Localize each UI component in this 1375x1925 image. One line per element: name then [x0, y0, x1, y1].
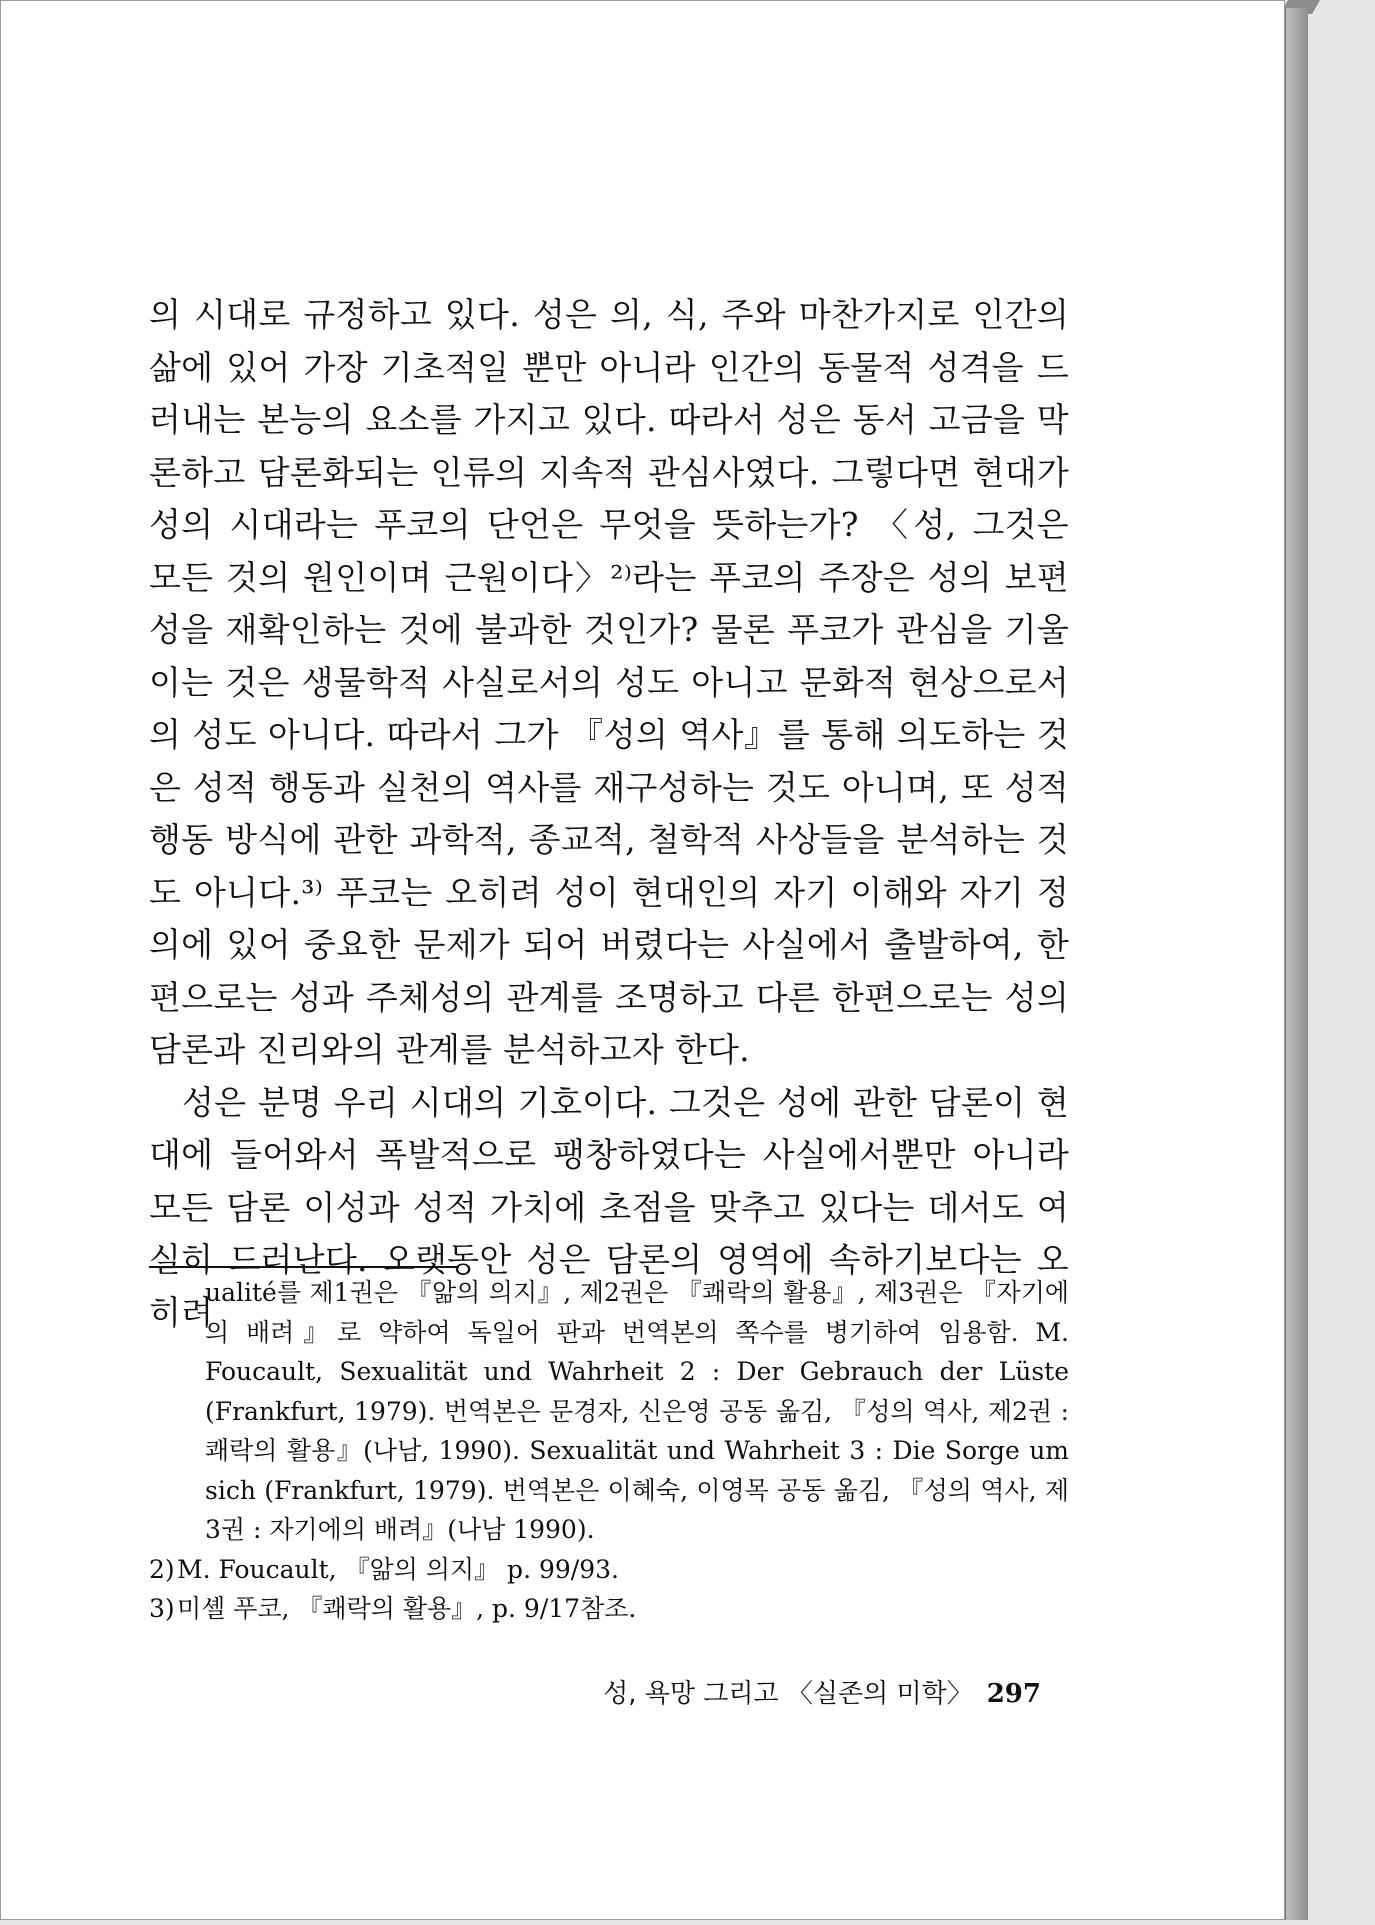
footnote-text: M. Foucault, 『앎의 의지』 p. 99/93.: [177, 1554, 619, 1584]
footnote-2: [149, 1550, 1069, 1590]
footnote-separator: [149, 1266, 459, 1268]
footnote-number: 3): [149, 1594, 175, 1623]
footnote-number: 2): [149, 1554, 175, 1584]
footnote-1-continuation: ualité를 제1권은 『앎의 의지』, 제2권은 『쾌락의 활용』, 제3권은 『자기에의 배려』로 약하여 독일어 판과 번역본의 쪽수를 병기하여 임용함. M. Foucault, Sexualität und Wahrheit 2 : Der Gebrauch der Lüste (Frankfurt, 1979). 번역본은 문경자, 신은영 공동 옮김, 『성의 역사, 제2권 : 쾌락의 활용』(나남, 1990). Sexualität und Wahrheit 3 : Die Sorge um sich (Frankfurt, 1979). 번역본은 이혜숙, 이영목 공동 옮김, 『성의 역사, 제3권 : 자기에의 배려』(나남 1990).: [205, 1278, 1069, 1544]
running-footer: [591, 1673, 1041, 1710]
paragraph-1: 의 시대로 규정하고 있다. 성은 의, 식, 주와 마찬가지로 인간의 삶에 있어 가장 기초적일 뿐만 아니라 인간의 동물적 성격을 드러내는 본능의 요소를 가지고 있다. 따라서 성은 동서 고금을 막론하고 담론화되는 인류의 지속적 관심사였다. 그렇다면 현대가 성의 시대라는 푸코의 단언은 무엇을 뜻하는가? 〈성, 그것은 모든 것의 원인이며 근원이다〉²⁾라는 푸코의 주장은 성의 보편성을 재확인하는 것에 불과한 것인가? 물론 푸코가 관심을 기울이는 것은 생물학적 사실로서의 성도 아니고 문화적 현상으로서의 성도 아니다. 따라서 그가 『성의 역사』를 통해 의도하는 것은 성적 행동과 실천의 역사를 재구성하는 것도 아니며, 또 성적 행동 방식에 관한 과학적, 종교적, 철학적 사상들을 분석하는 것도 아니다.³⁾ 푸코는 오히려 성이 현대인의 자기 이해와 자기 정의에 있어 중요한 문제가 되어 버렸다는 사실에서 출발하여, 한편으로는 성과 주체성의 관계를 조명하고 다른 한편으로는 성의 담론과 진리와의 관계를 분석하고자 한다.: [149, 295, 1069, 1069]
footnotes: [149, 1273, 1069, 1629]
page-number: 297: [986, 1679, 1041, 1709]
footnote-3: [149, 1589, 1069, 1629]
paragraph-2: 성은 분명 우리 시대의 기호이다. 그것은 성에 관한 담론이 현대에 들어와서 폭발적으로 팽창하였다는 사실에서뿐만 아니라 모든 담론 이성과 성적 가치에 초점을 맞추고 있다는 데서도 여실히 드러난다. 오랫동안 성은 담론의 영역에 속하기보다는 오히려: [149, 1082, 1069, 1332]
running-title: 성, 욕망 그리고 〈실존의 미학〉: [603, 1679, 973, 1709]
page-stack-edge: [1285, 8, 1308, 1920]
footnote-text: 미셸 푸코, 『쾌락의 활용』, p. 9/17참조.: [177, 1594, 637, 1623]
main-text: [149, 289, 1069, 1339]
